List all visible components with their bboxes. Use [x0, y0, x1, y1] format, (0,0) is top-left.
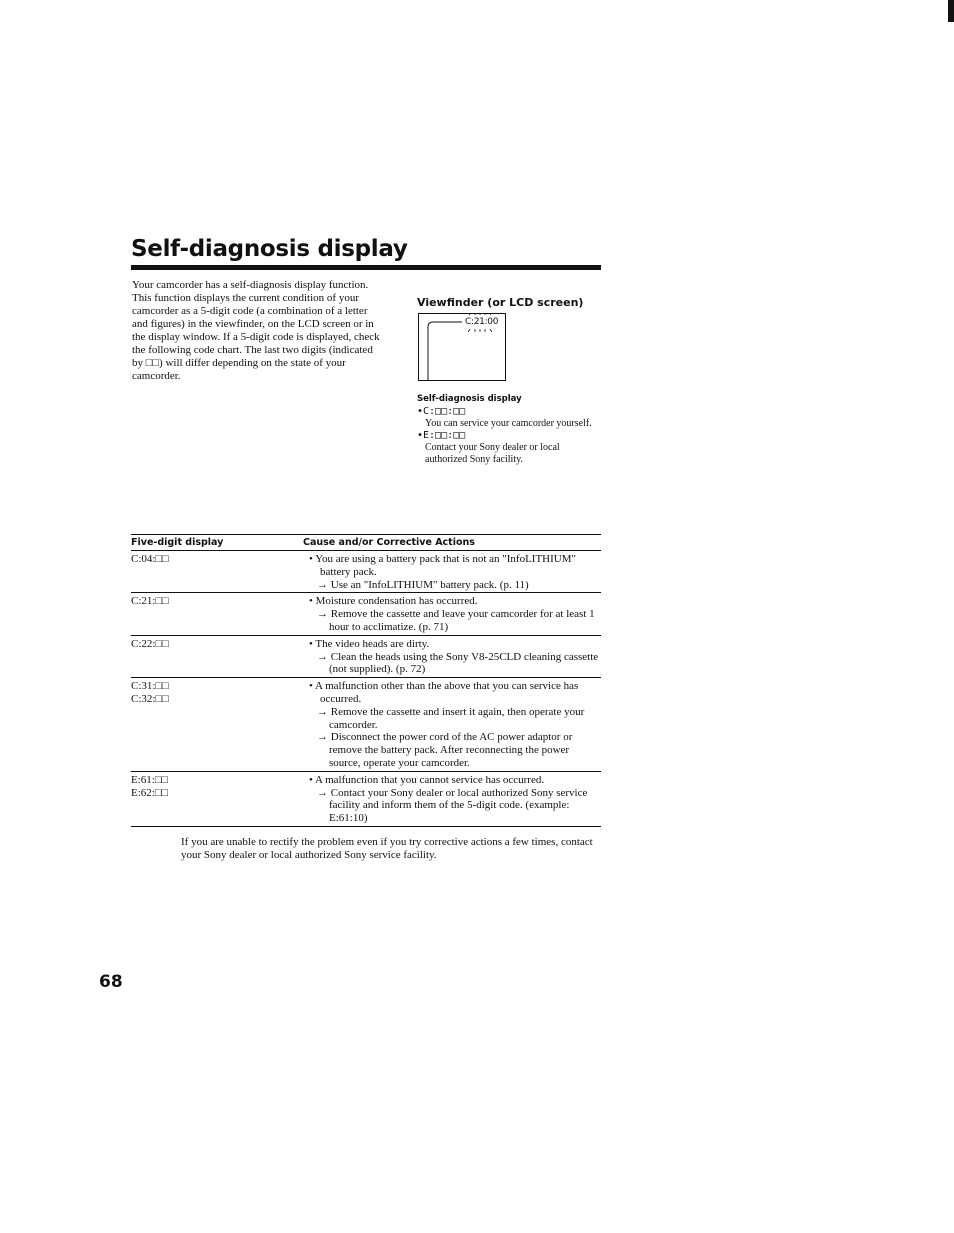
self-diagnosis-caption: Self-diagnosis display — [417, 394, 522, 404]
row-cause: • The video heads are dirty. — [309, 637, 430, 650]
row-cause: • Moisture condensation has occurred. — [309, 595, 478, 608]
self-diagnosis-code-c: •C:□□:□□ — [417, 406, 466, 417]
table-row — [131, 678, 601, 772]
intro-text — [132, 279, 380, 383]
title-underline — [131, 265, 601, 270]
row-code: C:32:□□ — [131, 692, 169, 705]
col-header-five-digit: Five-digit display — [131, 537, 224, 548]
intro-paragraph-1: Your camcorder has a self-diagnosis display function. — [132, 279, 369, 291]
row-action: → Remove the cassette and leave your camcorder for at least 1 hour to acclimatize. (p. 71) — [317, 608, 595, 633]
row-cause: • You are using a battery pack that is not an "InfoLITHIUM" battery pack. — [309, 553, 576, 578]
row-code: C:04:□□ — [131, 553, 169, 565]
table-row — [131, 772, 601, 827]
table-header — [131, 534, 601, 551]
row-action: → Remove the cassette and insert it again, then operate your camcorder. — [317, 705, 585, 731]
row-code: C:21:□□ — [131, 595, 169, 608]
row-cause: • A malfunction other than the above that you can service has occurred. — [309, 680, 579, 705]
row-action: → Clean the heads using the Sony V8-25CLD cleaning cassette (not supplied). (p. 72) — [317, 650, 599, 676]
row-action: → Use an "InfoLITHIUM" battery pack. (p. 11) — [317, 578, 529, 591]
row-cause: • A malfunction that you cannot service has occurred. — [309, 773, 545, 786]
row-action: → Disconnect the power cord of the AC power adaptor or remove the battery pack. After reconnecting the power source, operate your camcorder. — [317, 731, 573, 769]
table-row — [131, 636, 601, 678]
intro-paragraph-2: This function displays the current condition of your camcorder as a 5-digit code (a combination of a letter and figures) in the viewfinder, on the LCD screen or in the display window. If a 5-digit code is displayed, check the following code chart. The last two digits (indicated by □□) will differ depending on the state of your camcorder. — [132, 292, 380, 382]
code-chart-table — [131, 534, 601, 827]
footer-note: If you are unable to rectify the problem even if you try corrective actions a few times, contact your Sony dealer or local authorized Sony service facility. — [181, 836, 593, 861]
self-diagnosis-desc-e: Contact your Sony dealer or local authorized Sony facility. — [425, 442, 560, 465]
table-row — [131, 593, 601, 635]
self-diagnosis-desc-c: You can service your camcorder yourself. — [425, 418, 592, 429]
row-code: C:22:□□ — [131, 637, 169, 650]
page-number: 68 — [99, 972, 123, 992]
self-diagnosis-code-e: •E:□□:□□ — [417, 430, 466, 441]
self-diagnosis-list — [417, 406, 597, 466]
table-row — [131, 551, 601, 593]
row-code: E:62:□□ — [131, 786, 169, 799]
col-header-cause: Cause and/or Corrective Actions — [303, 537, 475, 548]
viewfinder-heading: Viewfinder (or LCD screen) — [417, 296, 584, 309]
row-code: E:61:□□ — [131, 773, 169, 786]
page-title: Self-diagnosis display — [131, 236, 408, 262]
viewfinder-sample-code: C:21:00 — [465, 317, 499, 327]
row-action: → Contact your Sony dealer or local authorized Sony service facility and inform them of the 5-digit code. (example: E:61:10) — [317, 786, 588, 825]
row-code: C:31:□□ — [131, 680, 169, 693]
page-edge-marker — [948, 0, 954, 22]
